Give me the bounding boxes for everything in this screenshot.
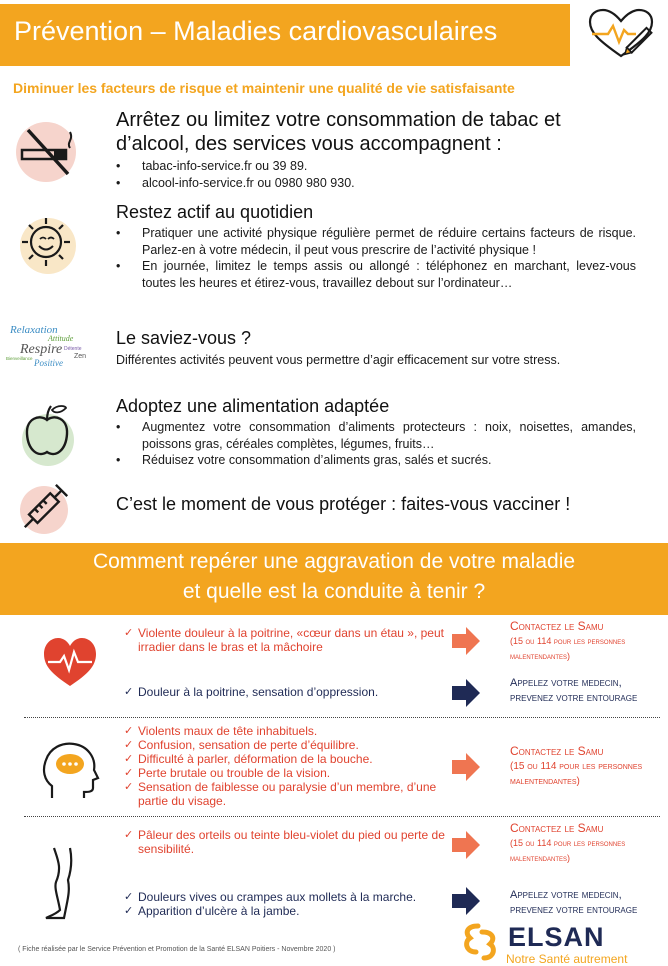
action-main: Contactez le Samu — [510, 619, 604, 633]
page-title: Prévention – Maladies cardiovasculaires — [14, 16, 498, 46]
relaxation-wordcloud-icon — [6, 320, 90, 376]
symptoms-brain — [124, 724, 454, 808]
symptoms-banner — [0, 543, 668, 615]
symptoms-leg-mild — [124, 890, 454, 918]
list-item: • Augmentez votre consommation d’aliments protecteurs : noix, noisettes, amandes, poissons gras, céréales complètes, légumes, fruits… — [116, 419, 636, 452]
wordcloud-word: Bienveillance — [6, 356, 33, 361]
head-brain-icon — [38, 740, 100, 802]
wordcloud-word: Respire — [20, 342, 63, 357]
symptom-item: ✓ Apparition d’ulcère à la jambe. — [124, 904, 454, 918]
symptom-item: ✓ Sensation de faiblesse ou paralysie d’un membre, d’une partie du visage. — [124, 780, 454, 808]
wordcloud-word: Positive — [34, 358, 63, 368]
vaccin-title: C’est le moment de vous protéger : faites-vous vacciner ! — [116, 494, 571, 514]
symptom-item: ✓ Violents maux de tête inhabituels. — [124, 724, 454, 738]
banner-line2: et quelle est la conduite à tenir ? — [182, 580, 486, 603]
action-main: Contactez le Samu — [510, 744, 604, 758]
action-sub: (15 ou 114 pour les personnes malentendantes) — [510, 838, 626, 863]
symptom-item: ✓ Pâleur des orteils ou teinte bleu-violet du pied ou perte de sensibilité. — [124, 828, 454, 856]
tabac-title-line1: Arrêtez ou limitez votre consommation de tabac et — [116, 109, 561, 131]
action-main: Appelez votre medecin, — [510, 677, 622, 689]
stress-text: Différentes activités peuvent vous permettre d’agir efficacement sur votre stress. — [116, 353, 561, 367]
wordcloud-word: Détente — [64, 346, 82, 352]
action-sub: prevenez votre entourage — [510, 904, 638, 916]
brand-tagline: Notre Santé autrement — [506, 952, 628, 966]
heart-pulse-icon — [42, 636, 98, 688]
syringe-icon — [10, 474, 80, 536]
symptom-item: ✓ Douleurs vives ou crampes aux mollets à la marche. — [124, 890, 454, 904]
symptoms-heart-mild — [124, 685, 454, 699]
page-subtitle: Diminuer les facteurs de risque et maintenir une qualité de vie satisfaisante — [13, 80, 515, 96]
footer-credit: ( Fiche réalisée par le Service Prévention et Promotion de la Santé ELSAN Poitiers - Novembre 2020 ) — [18, 946, 336, 953]
brand-name: ELSAN — [508, 922, 605, 952]
arrow-right-icon — [452, 753, 480, 781]
apple-icon — [10, 396, 84, 470]
no-smoking-icon — [10, 114, 84, 188]
arrow-right-icon — [452, 831, 480, 859]
action-contact-samu — [510, 821, 666, 866]
heart-pulse-pencil-icon — [578, 4, 664, 66]
action-main: Contactez le Samu — [510, 821, 604, 835]
symptoms-heart-severe — [124, 626, 454, 654]
list-item: • alcool-info-service.fr ou 0980 980 930. — [116, 175, 636, 192]
header — [0, 0, 668, 68]
symptom-item: ✓ Violente douleur à la poitrine, «cœur dans un étau », peut irradier dans le bras et la mâchoire — [124, 626, 454, 654]
sun-smiley-icon — [10, 206, 84, 280]
tabac-title-line2: d’alcool, des services vous accompagnent : — [116, 133, 502, 155]
arrow-right-icon — [452, 887, 480, 915]
leg-icon — [42, 846, 82, 920]
symptom-item: ✓ Confusion, sensation de perte d’équilibre. — [124, 738, 454, 752]
symptom-item: ✓ Difficulté à parler, déformation de la bouche. — [124, 752, 454, 766]
action-sub: (15 ou 114 pour les personnes malentendantes) — [510, 636, 626, 661]
action-contact-samu — [510, 744, 666, 789]
arrow-right-icon — [452, 627, 480, 655]
symptom-item: ✓ Perte brutale ou trouble de la vision. — [124, 766, 454, 780]
actif-title: Restez actif au quotidien — [116, 202, 314, 222]
divider — [24, 816, 660, 817]
list-item: • tabac-info-service.fr ou 39 89. — [116, 158, 636, 175]
action-sub: (15 ou 114 pour les personnes malentendantes) — [510, 761, 643, 787]
elsan-symbol-icon — [460, 922, 500, 962]
divider — [24, 717, 660, 718]
action-contact-samu — [510, 619, 666, 664]
symptoms-leg-severe — [124, 828, 454, 856]
action-call-doctor — [510, 888, 666, 918]
list-item: • Réduisez votre consommation d’aliments gras, salés et sucrés. — [116, 452, 636, 469]
action-sub: prevenez votre entourage — [510, 692, 638, 704]
alimentation-list — [116, 419, 636, 469]
elsan-logo — [456, 920, 666, 964]
list-item: • Pratiquer une activité physique régulière permet de réduire certains facteurs de risque. Parlez-en à votre médecin, il peut vous prescrire de l’activité physique ! — [116, 225, 636, 258]
stress-title: Le saviez-vous ? — [116, 328, 252, 348]
alimentation-title: Adoptez une alimentation adaptée — [116, 396, 390, 416]
wordcloud-word: Zen — [74, 353, 87, 360]
list-item: • En journée, limitez le temps assis ou allongé : téléphonez en marchant, levez-vous toutes les heures et étirez-vous, travaillez debout sur l’ordinateur… — [116, 258, 636, 291]
action-call-doctor — [510, 676, 666, 706]
tabac-list — [116, 158, 636, 191]
banner-line1: Comment repérer une aggravation de votre maladie — [92, 550, 576, 573]
wordcloud-word: Relaxation — [10, 324, 58, 336]
actif-list — [116, 225, 636, 291]
action-main: Appelez votre medecin, — [510, 889, 622, 901]
wordcloud-word: Attitude — [48, 334, 74, 343]
arrow-right-icon — [452, 679, 480, 707]
symptom-item: ✓ Douleur à la poitrine, sensation d’oppression. — [124, 685, 454, 699]
